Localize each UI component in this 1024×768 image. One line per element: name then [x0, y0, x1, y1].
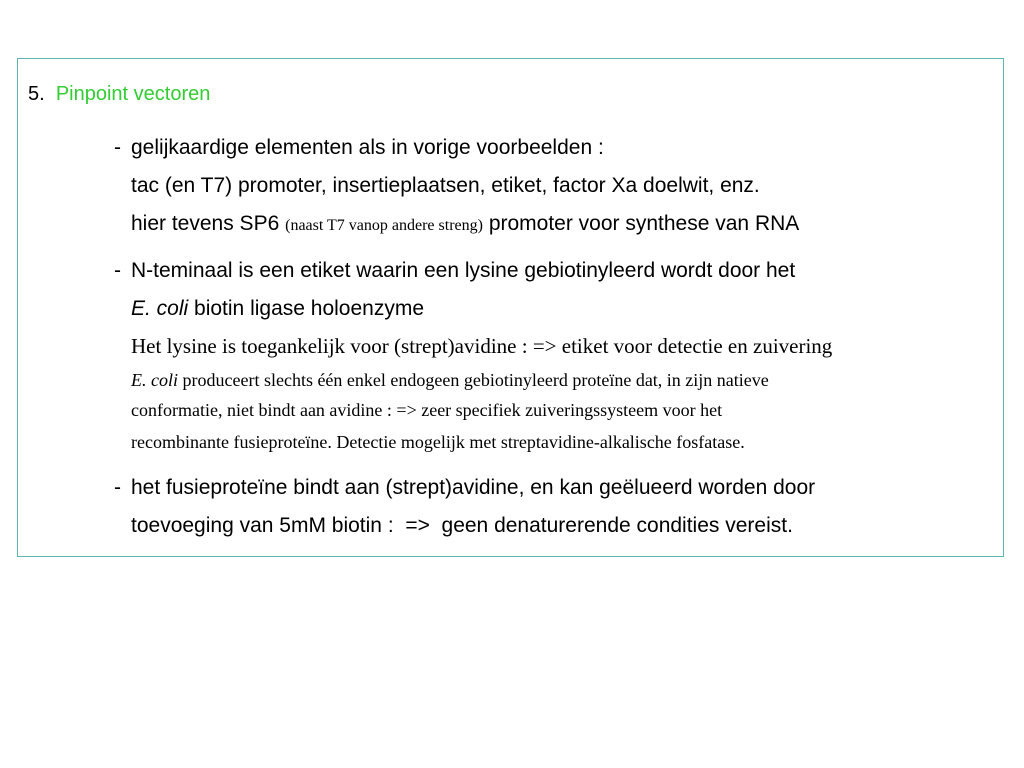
- text: biotin ligase holoenzyme: [194, 297, 425, 320]
- section-heading: [28, 84, 210, 104]
- bullet-1-line-1: gelijkaardige elementen als in vorige voorbeelden :: [131, 136, 604, 159]
- bullet-1-line-2: tac (en T7) promoter, insertieplaatsen, etiket, factor Xa doelwit, enz.: [131, 174, 760, 197]
- bullet-2-line-4: [131, 371, 769, 389]
- text: produceert slechts één enkel endogeen gebiotinyleerd proteïne dat, in zijn natieve: [182, 370, 769, 390]
- note: (naast T7 vanop andere streng): [285, 217, 483, 234]
- section-number: 5.: [28, 83, 45, 105]
- bullet-2-line-3: Het lysine is toegankelijk voor (strept)avidine : => etiket voor detectie en zuivering: [131, 334, 833, 358]
- bullet-dash: -: [114, 136, 121, 159]
- bullet-dash: -: [114, 476, 121, 499]
- bullet-dash: -: [114, 259, 121, 282]
- text: hier tevens SP6: [131, 212, 280, 235]
- bullet-2-line-6: recombinante fusieproteïne. Detectie mogelijk met streptavidine-alkalische fosfatase.: [131, 432, 745, 452]
- section-title: Pinpoint vectoren: [55, 83, 211, 105]
- bullet-2-line-2: [131, 298, 424, 319]
- bullet-1-line-3: [131, 213, 799, 234]
- species-name: E. coli: [131, 297, 189, 320]
- bullet-2-line-1: N-teminaal is een etiket waarin een lysine gebiotinyleerd wordt door het: [131, 259, 796, 282]
- bullet-2-line-5: conformatie, niet bindt aan avidine : => zeer specifiek zuiveringssysteem voor het: [131, 400, 723, 420]
- bullet-3-line-1: het fusieproteïne bindt aan (strept)avidine, en kan geëlueerd worden door: [131, 476, 816, 499]
- text: promoter voor synthese van RNA: [488, 212, 800, 235]
- species-name: E. coli: [131, 370, 178, 390]
- bullet-3-line-2: toevoeging van 5mM biotin : => geen denaturerende condities vereist.: [131, 514, 793, 537]
